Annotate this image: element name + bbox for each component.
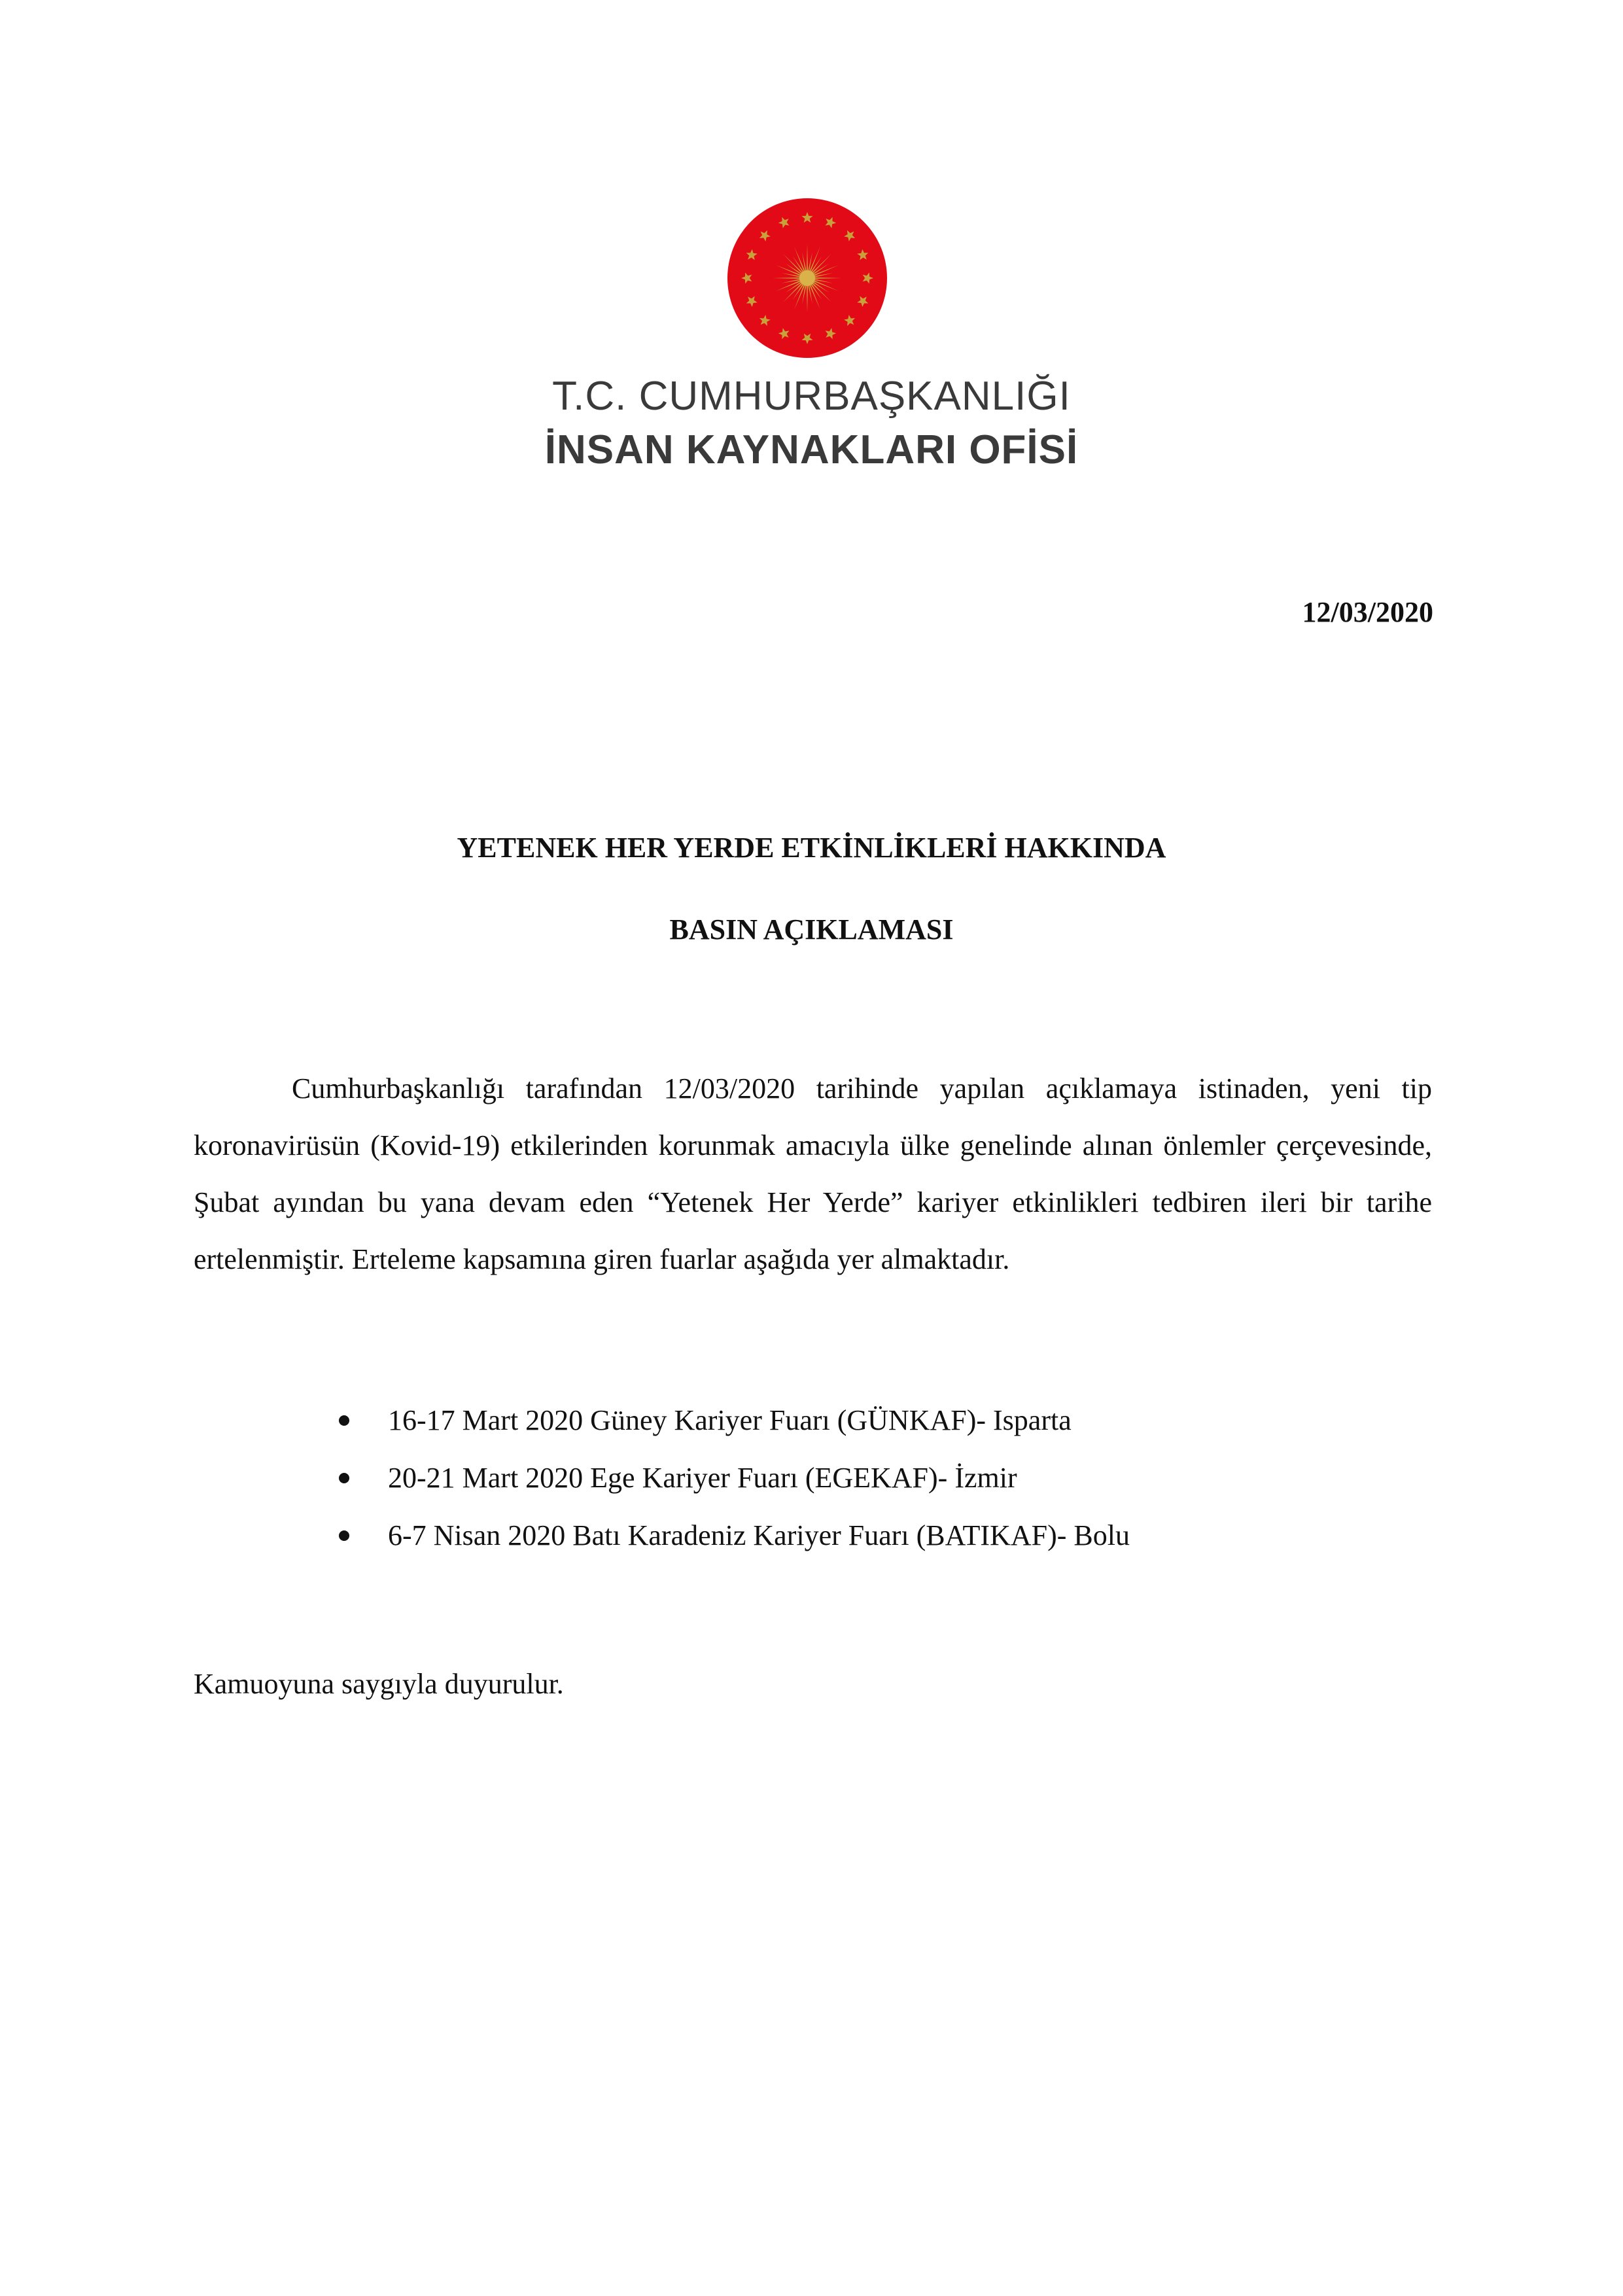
list-item-text: 20-21 Mart 2020 Ege Kariyer Fuarı (EGEKAF)- İzmir [388, 1462, 1017, 1494]
bullet-icon [339, 1473, 349, 1483]
organization-name: T.C. CUMHURBAŞKANLIĞI [552, 374, 1071, 419]
bullet-icon [339, 1530, 349, 1541]
list-item-text: 6-7 Nisan 2020 Batı Karadeniz Kariyer Fuarı (BATIKAF)- Bolu [388, 1519, 1130, 1551]
bullet-icon [339, 1415, 349, 1426]
document-date: 12/03/2020 [1302, 596, 1433, 628]
document-title: YETENEK HER YERDE ETKİNLİKLERİ HAKKINDA [457, 832, 1166, 864]
office-name: İNSAN KAYNAKLARI OFİSİ [544, 427, 1079, 472]
list-item-text: 16-17 Mart 2020 Güney Kariyer Fuarı (GÜNKAF)- Isparta [388, 1404, 1072, 1436]
body-paragraph: Cumhurbaşkanlığı tarafından 12/03/2020 tarihinde yapılan açıklamaya istinaden, yeni tip koronavirüsün (Kovid-19) etkilerinden korunmak amacıyla ülke genelinde alınan önlemler çerçevesinde, Şubat ayından bu yana devam eden “Yetenek Her Yerde” kariyer etkinlikleri tedbiren ileri bir tarihe ertelenmiştir. Erteleme kapsamına giren fuarlar aşağıda yer almaktadır. [194, 1072, 1432, 1275]
document-subtitle: BASIN AÇIKLAMASI [669, 913, 954, 945]
closing-line: Kamuoyuna saygıyla duyurulur. [194, 1668, 564, 1700]
presidential-seal-icon [727, 198, 887, 358]
